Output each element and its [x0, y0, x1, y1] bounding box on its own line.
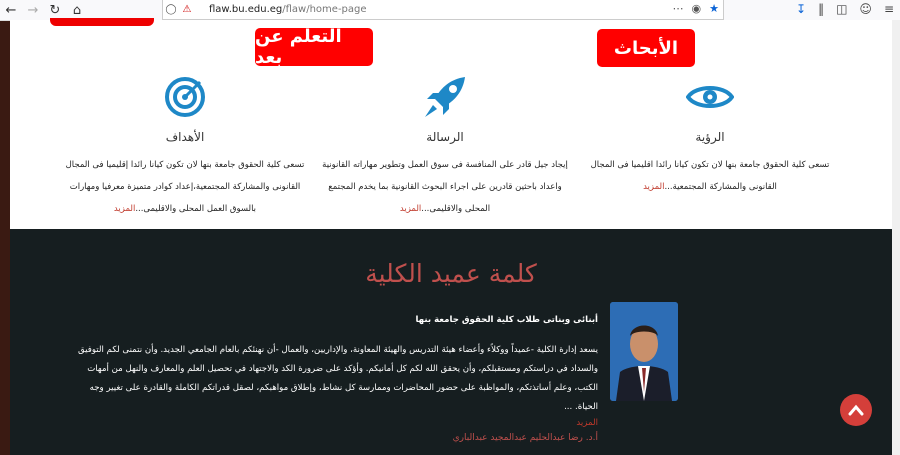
rocket-icon: [320, 70, 570, 124]
dean-title: كلمة عميد الكلية: [365, 259, 537, 288]
vision-more-link[interactable]: المزيد: [643, 182, 665, 192]
dean-photo: [610, 302, 678, 401]
mission-text: [320, 154, 570, 220]
vision-column: [585, 70, 835, 198]
goals-column: [60, 70, 310, 220]
pocket-icon[interactable]: ◉: [691, 2, 702, 15]
mission-column: [320, 70, 570, 220]
home-icon[interactable]: ⌂: [72, 2, 82, 18]
back-icon[interactable]: ←: [5, 2, 17, 18]
vision-body: تسعى كلية الحقوق جامعة بنها لان تكون كيانا رائدا اقليميا فى المجال القانونى والمشاركة المجتمعية...: [590, 160, 830, 192]
goals-more-link[interactable]: المزيد: [113, 204, 136, 214]
page-content: [10, 20, 892, 455]
dean-greeting: أبنائى وبناتى طلاب كلية الحقوق جامعة بنها: [415, 315, 598, 325]
reload-icon[interactable]: ↻: [49, 2, 61, 18]
dean-section: [10, 229, 892, 455]
url-host: flaw.bu.edu.eg: [209, 4, 283, 15]
dean-signature: أ.د. رضا عبدالحليم عبدالمجيد عبدالباري: [452, 433, 598, 443]
url-path: /flaw/home-page: [282, 4, 367, 15]
goals-title: الأهداف: [165, 130, 205, 144]
top-red-tab[interactable]: [50, 18, 154, 26]
scrollbar[interactable]: [892, 20, 900, 455]
mission-body: إيجاد جيل قادر على المنافسة فى سوق العمل وتطوير مهاراته القانونية واعداد باحثين قادرين على اجراء البحوث القانونية بما يخدم المجتمع المحلى والاقليمى...: [322, 160, 568, 214]
account-icon[interactable]: ☺: [859, 2, 872, 16]
menu-icon[interactable]: ≡: [883, 2, 894, 16]
vision-title: الرؤية: [695, 130, 725, 144]
shield-icon[interactable]: ◯: [165, 4, 177, 15]
research-button[interactable]: الأبحاث: [597, 29, 695, 67]
target-icon: [60, 70, 310, 124]
address-bar[interactable]: [162, 0, 724, 20]
library-icon[interactable]: ‖: [818, 2, 825, 16]
forward-icon[interactable]: →: [27, 2, 39, 18]
dean-body: يسعد إدارة الكلية -عميداً ووكلاًء وأعضاء هيئة التدريس والهيئة المعاونة، والإداريين، والعمال -أن نهنئكم بالعام الجامعي الجديد. وأن نتمنى لكم التوفيق والسداد في دراستكم ومستقبلكم، وأن يحقق الله لكم كل أمانيكم. وأؤكد على ضرورة الكد والاجتهاد في تحصيل العلم والمعارف والنهل من أمهات الكتب، وعلم أساتذتكم، والمواظبة على حضور المحاضرات وممارسة كل نشاط، وإطلاق مواهبكم، لصقل قدراتكم الكاملة والقادرة على تغيير وجه الحياة. ...: [77, 345, 598, 412]
more-actions-icon[interactable]: ⋯: [672, 2, 684, 15]
sidebar-icon[interactable]: ◫: [836, 2, 848, 16]
intro-section: [10, 20, 892, 229]
chevron-up-icon: [848, 404, 864, 416]
eye-icon: [585, 70, 835, 124]
mission-more-link[interactable]: المزيد: [399, 204, 422, 214]
mission-title: الرسالة: [426, 130, 464, 144]
dean-more-link[interactable]: المزيد: [576, 418, 598, 428]
insecure-lock-icon[interactable]: ⚠: [182, 4, 192, 15]
bookmark-star-icon[interactable]: ★: [709, 2, 719, 15]
url-text[interactable]: [209, 4, 367, 15]
goals-body: تسعى كلية الحقوق جامعة بنها لان تكون كيانا رائدا إقليميا فى المجال القانونى والمشاركة المجتمعية،إعداد كوادر متميزة معرفيا ومهارات بالسوق العمل المحلى والاقليمى...: [65, 160, 305, 214]
goals-text: [60, 154, 310, 220]
download-icon[interactable]: ↧: [796, 2, 807, 16]
dean-message: [68, 315, 598, 428]
distance-learning-button[interactable]: التعلم عن بعد: [255, 28, 373, 66]
scroll-to-top-button[interactable]: [840, 394, 872, 426]
vision-text: [585, 154, 835, 198]
